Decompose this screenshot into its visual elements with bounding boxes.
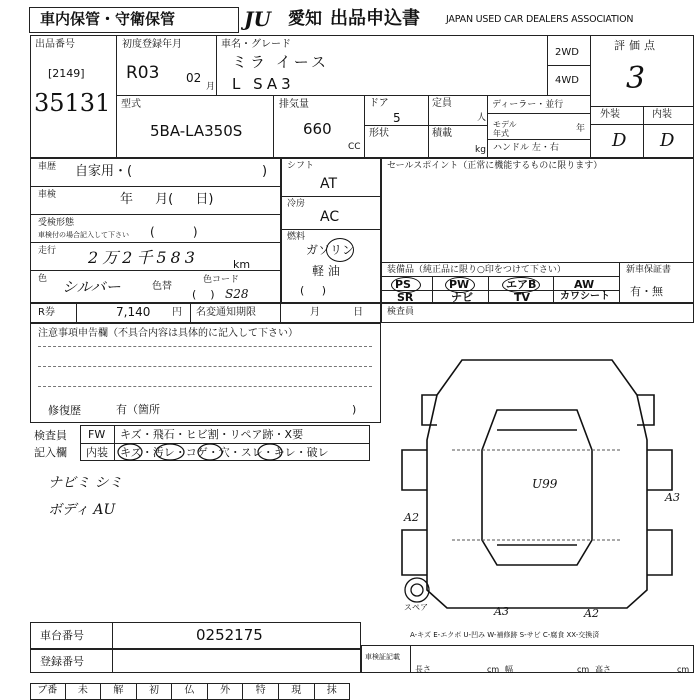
interior-label: 内装 <box>652 109 672 120</box>
first-reg-month: 02 <box>186 71 202 85</box>
inspection-label: 車検 <box>38 190 57 200</box>
receive-note: 車検付の場合記入して下さい <box>38 231 129 239</box>
status-strip-cell: 抹 <box>315 683 351 700</box>
status-strip-items <box>30 683 350 700</box>
displacement-label: 排気量 <box>279 99 309 110</box>
equipment-pw: PW <box>449 278 470 291</box>
new-warranty-label: 新車保証書 <box>626 265 672 275</box>
inspector-box <box>381 303 694 323</box>
color-change-parens: ( ) <box>192 288 215 301</box>
equipment-airbag: エアB <box>506 278 537 291</box>
status-strip-cell: 現 <box>279 683 315 700</box>
remarks-entry-label: 記入欄 <box>34 446 67 459</box>
history-value: 自家用・( <box>75 164 133 179</box>
mileage-unit: km <box>233 258 251 271</box>
damage-legend: A-キズ E-エクボ U-凹み W-補修跡 S-サビ C-腐食 XX-交換済 <box>410 631 600 639</box>
diagram-mark-rear-right: A2 <box>584 607 599 620</box>
remarks-note-2: ボディ AU <box>48 502 116 518</box>
dim-length-unit: cm <box>487 665 500 674</box>
inspection-value: 年 月( 日) <box>120 192 214 207</box>
equipment-leather: カワシート <box>560 291 610 302</box>
status-strip-cell: 特 <box>243 683 279 700</box>
color-label: 色 <box>38 274 48 284</box>
chassis-value: 0252175 <box>196 626 263 644</box>
dim-height: 高さ <box>595 665 611 674</box>
repair-value: 有（箇所 <box>116 403 160 416</box>
interior-items: キズ・汚レ・コゲ・穴・スレ・キレ・破レ <box>120 446 329 459</box>
car-grade: L SA3 <box>232 75 295 93</box>
status-strip-cell: ブ番 <box>30 683 66 700</box>
capacity-unit: 人 <box>477 113 487 123</box>
car-name-grade-label: 車名・グレード <box>221 39 291 50</box>
exterior-grade: D <box>612 130 627 151</box>
shift-label: シフト <box>287 161 315 171</box>
dim-length: 長さ <box>415 665 431 674</box>
fuel-other-parens: ( ) <box>300 284 327 297</box>
fuel-gasoline: ガソリン <box>306 243 355 257</box>
equipment-label: 装備品（純正品に限り○印をつけて下さい） <box>387 265 566 275</box>
sales-point-label: セールスポイント（正常に機能するものに限ります） <box>387 161 603 171</box>
fuel-label: 燃料 <box>287 232 306 242</box>
diagram-mark-right: A3 <box>665 491 680 504</box>
diagram-mark-left: A2 <box>404 511 419 524</box>
name-change-value: 月 日 <box>310 307 364 318</box>
form-title: 出品申込書 <box>330 8 420 29</box>
lot-bracket-number: [2149] <box>48 67 85 80</box>
color-code-value: S28 <box>225 287 249 301</box>
storage-badge-text: 車内保管・守衛保管 <box>40 10 176 28</box>
status-strip-cell: 初 <box>137 683 173 700</box>
recycle-label: R券 <box>38 307 55 318</box>
remarks-note-1: ナビミ シミ <box>48 475 123 491</box>
remarks-interior-label: 内装 <box>86 446 108 459</box>
drive-4wd: 4WD <box>555 75 579 86</box>
caution-title: 注意事項申告欄（不具合内容は具体的に記入して下さい） <box>38 328 298 339</box>
first-reg-era-year: R03 <box>126 63 160 83</box>
equipment-aw: AW <box>574 278 595 291</box>
color-code-label: 色コード <box>203 275 240 285</box>
rating-value: 3 <box>626 61 646 96</box>
fw-label: FW <box>88 428 106 441</box>
cc-unit: CC <box>348 142 361 152</box>
capacity-label: 定員 <box>432 98 452 109</box>
ju-logo: JU <box>244 7 271 31</box>
model-year-label: モデル年式 <box>493 120 517 138</box>
kg-unit: kg <box>475 145 486 155</box>
reg-no-label: 登録番号 <box>40 655 84 668</box>
inspector-label: 検査員 <box>387 307 415 317</box>
equipment-ps: PS <box>395 278 411 291</box>
chassis-label: 車台番号 <box>40 629 84 642</box>
shift-value: AT <box>320 176 338 192</box>
lot-number-handwritten: 35131 <box>34 89 111 117</box>
model-label: 型式 <box>121 99 141 110</box>
diagram-mark-rear-left: A3 <box>494 605 509 618</box>
lot-number-label: 出品番号 <box>35 39 75 50</box>
mileage-label: 走行 <box>38 246 57 256</box>
new-warranty-value: 有・無 <box>630 285 663 298</box>
dim-width-unit: cm <box>577 665 590 674</box>
history-label: 車歴 <box>38 162 57 172</box>
name-change-label: 名変通知期限 <box>196 307 256 318</box>
load-label: 積載 <box>432 128 452 139</box>
aircon-value: AC <box>320 209 340 225</box>
dim-height-unit: cm <box>677 665 690 674</box>
shape-label: 形状 <box>369 128 389 139</box>
car-name: ミラ イース <box>232 53 330 71</box>
repair-label: 修復歴 <box>48 404 81 417</box>
model-value: 5BA-LA350S <box>150 122 243 140</box>
fuel-diesel: 軽 油 <box>312 264 340 278</box>
interior-grade: D <box>660 130 675 151</box>
dealer-label: ディーラー・並行 <box>492 100 564 110</box>
status-strip-cell: 未 <box>66 683 102 700</box>
diagram-mark-roof: U99 <box>532 477 558 491</box>
history-close: ) <box>262 164 268 179</box>
aircon-label: 冷房 <box>287 199 306 209</box>
top-section <box>30 35 694 158</box>
model-year-unit: 年 <box>576 124 586 134</box>
logo-region: 愛知 <box>288 9 322 29</box>
equipment-navi: ナビ <box>451 291 473 304</box>
interior-item-circles <box>110 438 290 468</box>
status-strip-cell: 外 <box>208 683 244 700</box>
status-strip-cell: 解 <box>101 683 137 700</box>
recycle-value: 7,140 <box>116 305 151 319</box>
color-change-label: 色替 <box>152 281 172 292</box>
drive-2wd: 2WD <box>555 47 579 58</box>
displacement-value: 660 <box>303 120 332 138</box>
exterior-label: 外装 <box>600 109 620 120</box>
dimensions-label: 車検証記載 <box>365 653 400 661</box>
color-value: シルバー <box>62 278 121 296</box>
remarks-inspector-label: 検査員 <box>34 429 67 442</box>
doors-label: ドア <box>369 98 389 109</box>
first-reg-month-unit: 月 <box>206 82 216 92</box>
recycle-unit: 円 <box>172 307 182 318</box>
association-name: JAPAN USED CAR DEALERS ASSOCIATION <box>446 14 634 25</box>
doors-value: 5 <box>393 111 401 125</box>
fw-items: キズ・飛石・ヒビ割・リペア跡・X要 <box>120 428 304 441</box>
receive-label: 受検形態 <box>38 218 75 228</box>
spare-tire-icon <box>405 578 429 602</box>
repair-close: ) <box>352 403 357 416</box>
mileage-value: 2万2千583 <box>88 248 199 267</box>
status-strip-cell: 仏 <box>172 683 208 700</box>
spare-label: スペア <box>404 603 428 612</box>
dim-width: 幅 <box>505 665 513 674</box>
first-reg-label: 初度登録年月 <box>122 39 182 50</box>
equipment-sr: SR <box>397 291 414 304</box>
handle-label: ハンドル 左・右 <box>493 143 559 153</box>
receive-parens: ( ) <box>150 225 198 239</box>
equipment-tv: TV <box>514 291 531 304</box>
fuel-gasoline-circle <box>326 238 354 262</box>
rating-label: 評価点 <box>614 39 659 52</box>
